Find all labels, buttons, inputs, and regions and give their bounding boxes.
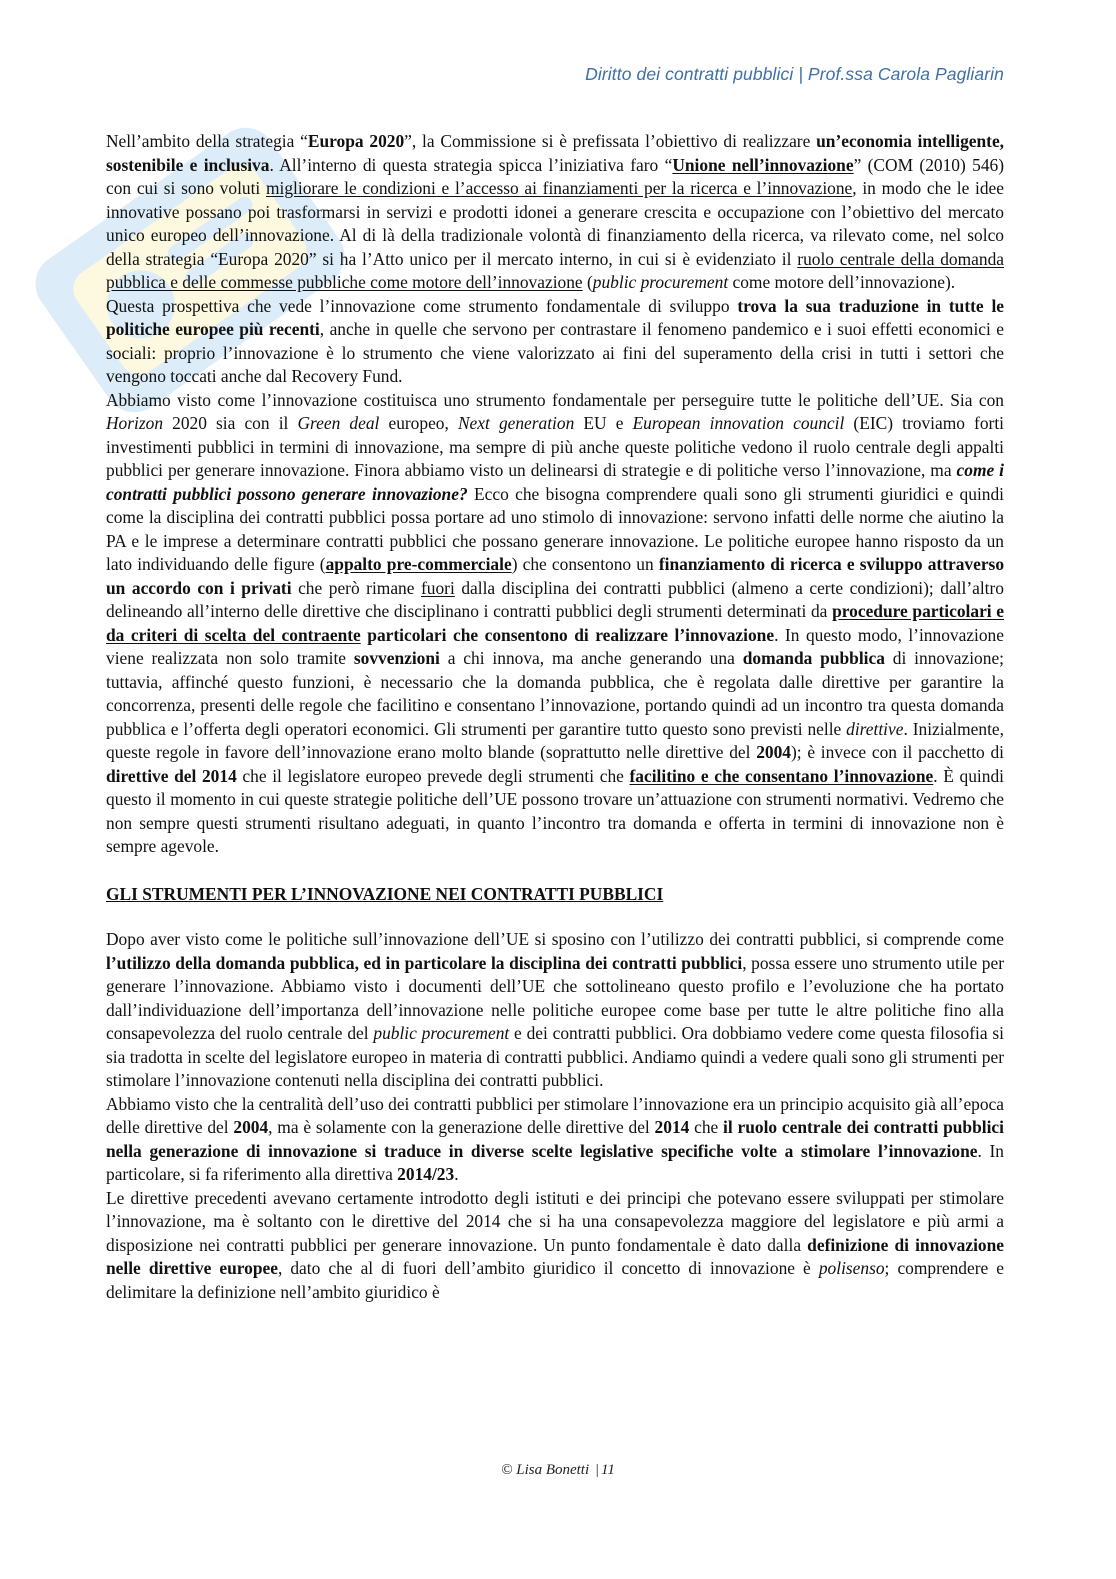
page-footer	[0, 1462, 1116, 1479]
footer-author: © Lisa Bonetti	[501, 1462, 590, 1478]
paragraph-4: Dopo aver visto come le politiche sull’innovazione dell’UE si sposino con l’utilizzo dei contratti pubblici, si comprende come l’utilizzo della domanda pubblica, ed in particolare la disciplina dei contratti pubblici, possa essere uno strumento utile per generare l’innovazione. Abbiamo visto i documenti dell’UE che sottolineano questo profilo e l’evoluzione che ha portato dall’individuazione dell’importanza dell’innovazione nelle politiche europee come base per tutte le altre politiche fino alla consapevolezza del ruolo centrale del public procurement e dei contratti pubblici. Ora dobbiamo vedere come questa filosofia si sia tradotta in scelte del legislatore europeo in materia di contratti pubblici. Andiamo quindi a vedere quali sono gli strumenti per stimolare l’innovazione contenuti nella disciplina dei contratti pubblici.	[106, 929, 1005, 1090]
paragraph-3: Abbiamo visto come l’innovazione costituisca uno strumento fondamentale per perseguire tutte le politiche dell’UE. Sia con Horizon 2020 sia con il Green deal europeo, Next generation EU e European innovation council (EIC) troviamo forti investimenti pubblici in termini di innovazione, ma sempre di più anche queste politiche vedono il ruolo centrale degli appalti pubblici per generare innovazione. Finora abbiamo visto un delinearsi di strategie e di politiche verso l’innovazione, ma come i contratti pubblici possono generare innovazione? Ecco che bisogna comprendere quali sono gli strumenti giuridici e quindi come la disciplina dei contratti pubblici possa portare ad uno stimolo di innovazione: servono infatti delle norme che aiutino la PA e le imprese a determinare contratti pubblici che possano generare innovazione. Le politiche europee hanno risposto da un lato individuando delle figure (appalto pre-commerciale) che consentono un finanziamento di ricerca e sviluppo attraverso un accordo con i privati che però rimane fuori dalla disciplina dei contratti pubblici (almeno a certe condizioni); dall’altro delineando all’interno delle direttive che disciplinano i contratti pubblici degli strumenti determinati da procedure particolari e da criteri di scelta del contraente particolari che consentono di realizzare l’innovazione. In questo modo, l’innovazione viene realizzata non solo tramite sovvenzioni a chi innova, ma anche generando una domanda pubblica di innovazione; tuttavia, affinché questo funzioni, è necessario che la domanda pubblica, che è regolata dalle direttive per garantire la concorrenza, presenti delle regole che facilitino e consentano l’innovazione, portando quindi ad un incontro tra questa domanda pubblica e l’offerta degli operatori economici. Gli strumenti per garantire tutto questo sono previsti nelle direttive. Inizialmente, queste regole in favore dell’innovazione erano molto blande (soprattutto nelle direttive del 2004); è invece con il pacchetto di direttive del 2014 che il legislatore europeo prevede degli strumenti che facilitino e che consentano l’innovazione. È quindi questo il momento in cui queste strategie politiche dell’UE possono trovare un’attuazione con strumenti normativi. Vedremo che non sempre questi strumenti risultano adeguati, in quanto l’incontro tra domanda e offerta in termini di innovazione non è sempre agevole.	[106, 389, 1005, 856]
running-header: Diritto dei contratti pubblici | Prof.ssa Carola Pagliarin	[585, 64, 1004, 84]
document-body	[106, 130, 1004, 1304]
footer-separator: |	[594, 1462, 600, 1478]
paragraph-1: Nell’ambito della strategia “Europa 2020”, la Commissione si è prefissata l’obiettivo di realizzare un’economia intelligente, sostenibile e inclusiva. All’interno di questa strategia spicca l’iniziativa faro “Unione nell’innovazione” (COM (2010) 546) con cui si sono voluti migliorare le condizioni e l’accesso ai finanziamenti per la ricerca e l’innovazione, in modo che le idee innovative possano poi trasformarsi in servizi e prodotti idonei a generare crescita e occupazione con l’obiettivo del mercato unico europeo dell’innovazione. Al di là della tradizionale volontà di finanziamento della ricerca, va rilevato come, nel solco della strategia “Europa 2020” si ha l’Atto unico per il mercato interno, in cui si è evidenziato il ruolo centrale della domanda pubblica e delle commesse pubbliche come motore dell’innovazione (public procurement come motore dell’innovazione).	[106, 131, 1005, 292]
paragraph-5: Abbiamo visto che la centralità dell’uso dei contratti pubblici per stimolare l’innovazione era un principio acquisito già all’epoca delle direttive del 2004, ma è solamente con la generazione delle direttive del 2014 che il ruolo centrale dei contratti pubblici nella generazione di innovazione si traduce in diverse scelte legislative specifiche volte a stimolare l’innovazione. In particolare, si fa riferimento alla direttiva 2014/23.	[106, 1093, 1004, 1184]
section-heading: GLI STRUMENTI PER L’INNOVAZIONE NEI CONTRATTI PUBBLICI	[106, 883, 664, 904]
paragraph-6: Le direttive precedenti avevano certamente introdotto degli istituti e dei principi che potevano essere sviluppati per stimolare l’innovazione, ma è soltanto con le direttive del 2014 che si ha una consapevolezza maggiore del legislatore e più armi a disposizione nei contratti pubblici per generare innovazione. Un punto fondamentale è dato dalla definizione di innovazione nelle direttive europee, dato che al di fuori dell’ambito giuridico il concetto di innovazione è polisenso; comprendere e delimitare la definizione nell’ambito giuridico è	[106, 1187, 1004, 1302]
page-number: 11	[601, 1462, 615, 1478]
paragraph-2: Questa prospettiva che vede l’innovazione come strumento fondamentale di sviluppo trova la sua traduzione in tutte le politiche europee più recenti, anche in quelle che servono per contrastare il fenomeno pandemico e i suoi effetti economici e sociali: proprio l’innovazione è lo strumento che viene valorizzato ai fini del superamento della crisi in tutti i settori che vengono toccati anche dal Recovery Fund.	[106, 295, 1005, 386]
